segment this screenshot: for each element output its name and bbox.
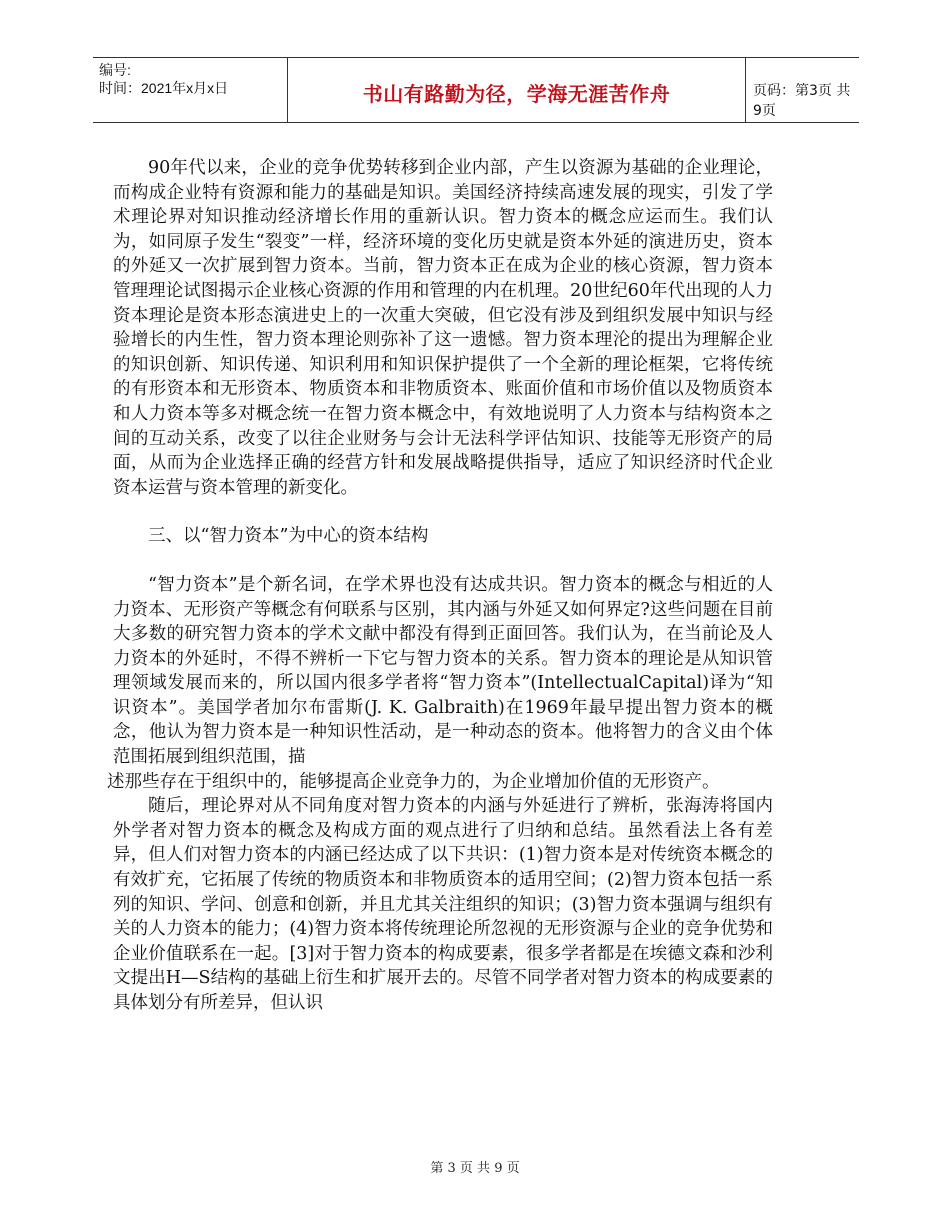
paragraph-1: 90年代以来，企业的竞争优势转移到企业内部，产生以资源为基础的企业理论，而构成企业特有资源和能力的基础是知识。美国经济持续高速发展的现实，引发了学术理论界对知识推动经济增长作用的重新认识。智力资本的概念应运而生。我们认为，如同原子发生“裂变”一样，经济环境的变化历史就是资本外延的演进历史，资本的外延又一次扩展到智力资本。当前，智力资本正在成为企业的核心资源，智力资本管理理论试图揭示企业核心资源的作用和管理的内在机理。20世纪60年代出现的人力资本理论是资本形态演进史上的一次重大突破，但它没有涉及到组织发展中知识与经验增长的内生性，智力资本理论则弥补了这一遗憾。智力资本理沦的提出为理解企业的知识创新、知识传递、知识利用和知识保护提供了一个全新的理论框架，它将传统的有形资本和无形资本、物质资本和非物质资本、账面价值和市场价值以及物质资本和人力资本等多对概念统一在智力资本概念中，有效地说明了人力资本与结构资本之间的互动关系，改变了以往企业财务与会计无法科学评估知识、技能等无形资产的局面，从而为企业选择正确的经营方针和发展战略提供指导，适应了知识经济时代企业资本运营与资本管理的新变化。 <box>113 158 773 498</box>
spacer <box>113 549 773 573</box>
paragraph-2: “智力资本”是个新名词，在学术界也没有达成共识。智力资本的概念与相近的人力资本、无形资产等概念有何联系与区别，其内涵与外延又如何界定?这些问题在目前大多数的研究智力资本的学术文献中都没有得到正面回答。我们认为，在当前论及人力资本的外延时，不得不辨析一下它与智力资本的关系。智力资本的理论是从知识管理领域发展而来的，所以国内很多学者将“智力资本”(IntellectualCapital)译为“知识资本”。美国学者加尔布雷斯(J. K. Galbraith)在1969年最早提出智力资本的概念，他认为智力资本是一种知识性活动，是一种动态的资本。他将智力的含义由个体范围拓展到组织范围，描 <box>113 574 773 768</box>
paragraph-2-continuation: 述那些存在于组织中的，能够提高企业竞争力的，为企业增加价值的无形资产。 <box>107 771 720 792</box>
time-label: 时间：2021年x月x日 <box>99 80 229 96</box>
number-label: 编号: <box>99 62 131 78</box>
header-right-cell <box>745 58 859 122</box>
spacer <box>113 500 773 524</box>
document-body <box>107 156 773 1016</box>
paragraph-3: 随后，理论界对从不同角度对智力资本的内涵与外延进行了辨析，张海涛将国内外学者对智力资本的概念及构成方面的观点进行了归纳和总结。虽然看法上各有差异，但人们对智力资本的内涵已经达成了以下共识：(1)智力资本是对传统资本概念的有效扩充，它拓展了传统的物质资本和非物质资本的适用空间；(2)智力资本包括一系列的知识、学问、创意和创新，并且尤其关注组织的知识；(3)智力资本强调与组织有关的人力资本的能力；(4)智力资本将传统理论所忽视的无形资源与企业的竞争优势和企业价值联系在一起。[3]对于智力资本的构成要素，很多学者都是在埃德文森和沙利文提出H—S结构的基础上衍生和扩展开去的。尽管不同学者对智力资本的构成要素的具体划分有所差异，但认识 <box>113 796 773 1013</box>
header-left-cell <box>93 58 287 122</box>
section-heading: 三、以“智力资本”为中心的资本结构 <box>148 526 429 547</box>
page-footer: 第 3 页 共 9 页 <box>430 1161 520 1176</box>
motto-text: 书山有路勤为径，学海无涯苦作舟 <box>362 82 671 106</box>
header-middle-cell <box>287 58 746 122</box>
page-info: 页码：第3页 共9页 <box>753 83 851 119</box>
document-header <box>93 57 859 123</box>
